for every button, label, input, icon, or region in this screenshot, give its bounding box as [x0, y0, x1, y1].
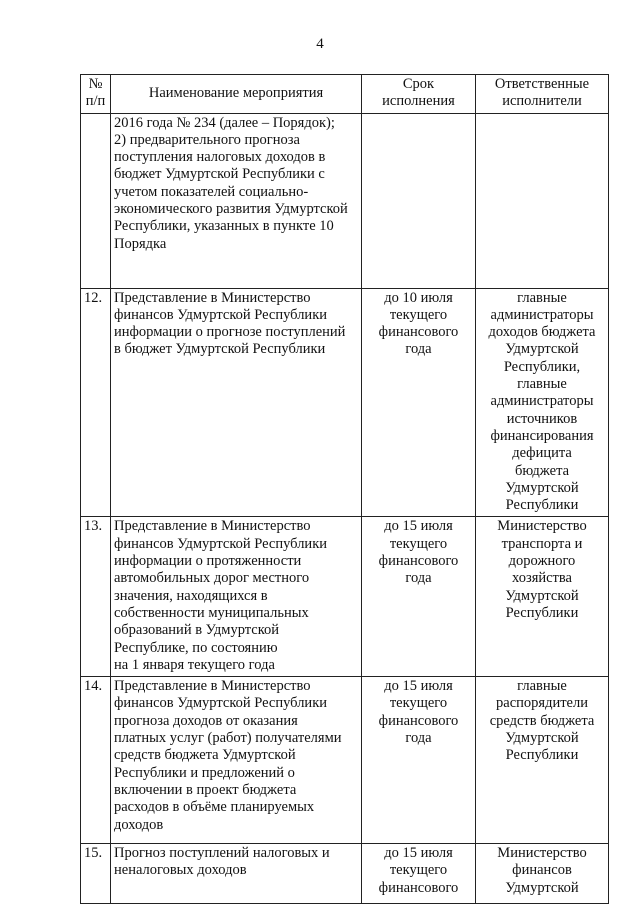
cell-text-line: распорядители — [496, 695, 588, 712]
cell-text-line: Республики — [505, 497, 579, 514]
cell-event-name — [111, 844, 362, 904]
cell-text-line: Республики — [505, 604, 579, 621]
cell-text-line: текущего — [389, 862, 448, 879]
cell-text-line: информации о прогнозе поступлений — [114, 324, 346, 341]
cell-text-line: главные — [517, 289, 567, 306]
table-row — [81, 844, 609, 904]
cell-text-line: прогноза доходов от оказания — [114, 712, 298, 729]
header-event-name — [111, 75, 362, 114]
cell-text-line: доходов — [114, 816, 164, 833]
cell-text-line: № — [88, 76, 103, 92]
cell-text-line: текущего — [389, 695, 448, 712]
cell-deadline — [362, 113, 476, 288]
cell-text-line: финансового — [378, 879, 459, 896]
cell-text-line: финансирования — [490, 427, 594, 444]
cell-text-line: Срок — [402, 76, 435, 92]
cell-text-line: финансов Удмуртской Республики — [114, 695, 327, 712]
cell-event-name — [111, 113, 362, 288]
cell-responsible — [476, 113, 609, 288]
table-row — [81, 288, 609, 517]
cell-text-line: года — [405, 570, 432, 587]
cell-responsible — [476, 517, 609, 677]
cell-text-line: экономического развития Удмуртской — [114, 201, 348, 218]
cell-text-line: в бюджет Удмуртской Республики — [114, 341, 326, 358]
cell-responsible — [476, 677, 609, 844]
cell-text-line: Республики и предложений о — [114, 764, 295, 781]
cell-text-line: Удмуртской — [505, 730, 579, 747]
cell-text-line: текущего — [389, 306, 448, 323]
cell-text-line: бюджет Удмуртской Республики с — [114, 166, 325, 183]
cell-text-line: Удмуртской — [505, 587, 579, 604]
cell-text-line: финансов — [512, 862, 572, 879]
cell-event-name — [111, 677, 362, 844]
cell-text-line: финансового — [378, 712, 459, 729]
cell-text-line: неналоговых доходов — [114, 862, 247, 879]
cell-text-line: платных услуг (работ) получателями — [114, 730, 342, 747]
table-header-row — [81, 75, 609, 114]
cell-text-line: 2) предварительного прогноза — [114, 131, 300, 148]
cell-text-line: финансового — [378, 324, 459, 341]
cell-deadline — [362, 517, 476, 677]
header-deadline — [362, 75, 476, 114]
cell-text-line: до 10 июля — [384, 289, 453, 306]
cell-text-line: до 15 июля — [384, 845, 453, 862]
cell-number: 13. — [81, 517, 111, 677]
cell-text-line: хозяйства — [512, 570, 572, 587]
cell-text-line: года — [405, 341, 432, 358]
cell-text-line: собственности муниципальных — [114, 604, 309, 621]
cell-text-line: доходов бюджета — [488, 324, 596, 341]
events-table — [80, 74, 609, 904]
header-number — [81, 75, 111, 114]
cell-text-line: учетом показателей социально- — [114, 183, 309, 200]
cell-number: 14. — [81, 677, 111, 844]
cell-text-line: главные — [517, 678, 567, 695]
cell-text-line: Республики, указанных в пункте 10 — [114, 218, 334, 235]
cell-text-line: Министерство — [497, 518, 587, 535]
cell-text-line: Наименование мероприятия — [148, 84, 324, 101]
cell-text-line: Ответственные — [494, 76, 590, 92]
cell-responsible — [476, 288, 609, 517]
cell-number: 12. — [81, 288, 111, 517]
cell-text-line: образований в Удмуртской — [114, 622, 280, 639]
cell-event-name — [111, 517, 362, 677]
cell-deadline — [362, 288, 476, 517]
cell-text-line: 2016 года № 234 (далее – Порядок); — [114, 114, 335, 131]
cell-text-line: года — [405, 730, 432, 747]
cell-text-line: дорожного — [508, 553, 576, 570]
cell-text-line: Удмуртской — [505, 879, 579, 896]
cell-text-line: финансового — [378, 553, 459, 570]
cell-text-line: автомобильных дорог местного — [114, 570, 310, 587]
cell-deadline — [362, 844, 476, 904]
cell-text-line: включении в проект бюджета — [114, 781, 297, 798]
header-responsible — [476, 75, 609, 114]
cell-text-line: Представление в Министерство — [114, 678, 311, 695]
page-number: 4 — [316, 36, 324, 52]
cell-text-line: источников — [506, 410, 578, 427]
cell-text-line: главные — [517, 376, 567, 393]
cell-number: 15. — [81, 844, 111, 904]
cell-text-line: Представление в Министерство — [114, 289, 311, 306]
cell-number — [81, 113, 111, 288]
cell-text-line: до 15 июля — [384, 678, 453, 695]
cell-text-line: транспорта и — [501, 535, 583, 552]
cell-text-line: на 1 января текущего года — [114, 656, 275, 673]
cell-deadline — [362, 677, 476, 844]
table-row — [81, 517, 609, 677]
cell-text-line: Республики, — [503, 358, 581, 375]
cell-text-line: исполнители — [502, 93, 582, 110]
cell-text-line: текущего — [389, 535, 448, 552]
cell-text-line: дефицита — [512, 445, 572, 462]
cell-text-line: средств бюджета Удмуртской — [114, 747, 296, 764]
cell-text-line: значения, находящихся в — [114, 587, 268, 604]
cell-event-name — [111, 288, 362, 517]
cell-text-line: Удмуртской — [505, 479, 579, 496]
cell-text-line: Республики — [505, 747, 579, 764]
table-row — [81, 113, 609, 288]
cell-text-line: п/п — [85, 93, 106, 110]
cell-responsible — [476, 844, 609, 904]
table-body — [81, 113, 609, 904]
cell-text-line: до 15 июля — [384, 518, 453, 535]
cell-text-line: Прогноз поступлений налоговых и — [114, 845, 330, 862]
cell-text-line: Представление в Министерство — [114, 518, 311, 535]
cell-text-line: финансов Удмуртской Республики — [114, 535, 327, 552]
cell-text-line: администраторы — [490, 306, 594, 323]
cell-text-line: поступления налоговых доходов в — [114, 149, 326, 166]
cell-text-line: Республике, по состоянию — [114, 639, 278, 656]
table-row — [81, 677, 609, 844]
cell-text-line: Министерство — [497, 845, 587, 862]
cell-text-line: Порядка — [114, 235, 167, 252]
cell-text-line: расходов в объёме планируемых — [114, 799, 315, 816]
cell-text-line: администраторы — [490, 393, 594, 410]
cell-text-line: информации о протяженности — [114, 553, 302, 570]
cell-text-line: исполнения — [382, 93, 455, 110]
cell-text-line: бюджета — [514, 462, 570, 479]
cell-text-line: средств бюджета — [489, 712, 595, 729]
cell-text-line: финансов Удмуртской Республики — [114, 306, 327, 323]
cell-text-line: Удмуртской — [505, 341, 579, 358]
